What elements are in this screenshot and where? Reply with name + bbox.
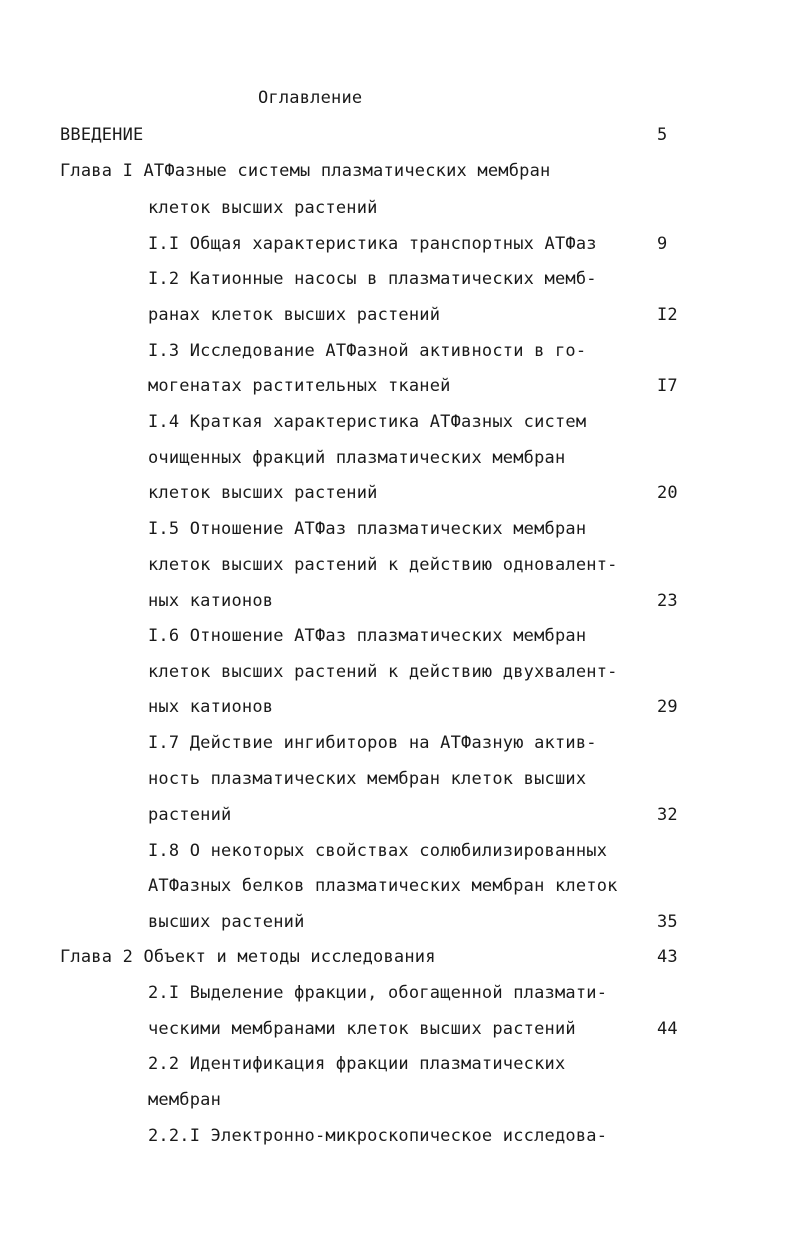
toc-entry-text: 2.2.I Электронно-микроскопическое исследова- bbox=[148, 1126, 608, 1146]
toc-entry-page: 23 bbox=[657, 591, 678, 611]
toc-entry-page: 20 bbox=[657, 483, 678, 503]
toc-entry-page: 5 bbox=[657, 125, 668, 145]
toc-entry-text: I.3 Исследование АТФазной активности в го- bbox=[148, 341, 587, 361]
toc-entry-text: очищенных фракций плазматических мембран bbox=[148, 448, 566, 468]
toc-entry-text: клеток высших растений bbox=[148, 198, 378, 218]
toc-entry-page: 9 bbox=[657, 234, 668, 254]
page-title: Оглавление bbox=[258, 88, 363, 108]
toc-entry-text: I.4 Краткая характеристика АТФазных систем bbox=[148, 412, 587, 432]
toc-entry-page: 35 bbox=[657, 912, 678, 932]
toc-entry-page: 44 bbox=[657, 1019, 678, 1039]
toc-entry-text: высших растений bbox=[148, 912, 305, 932]
toc-entry-text: ранах клеток высших растений bbox=[148, 305, 441, 325]
toc-entry-text: Глава I АТФазные системы плазматических мембран bbox=[60, 161, 551, 181]
toc-entry-text: ВВЕДЕНИЕ bbox=[60, 125, 144, 145]
toc-entry-text: ных катионов bbox=[148, 697, 274, 717]
toc-entry-text: клеток высших растений к действию двухвалент- bbox=[148, 662, 618, 682]
toc-entry-text: 2.2 Идентификация фракции плазматических bbox=[148, 1054, 566, 1074]
toc-entry-page: 43 bbox=[657, 947, 678, 967]
toc-entry-text: I.8 О некоторых свойствах солюбилизированных bbox=[148, 841, 608, 861]
toc-entry-text: I.I Общая характеристика транспортных АТФаз bbox=[148, 234, 597, 254]
toc-entry-text: I.5 Отношение АТФаз плазматических мембран bbox=[148, 519, 587, 539]
toc-entry-page: 29 bbox=[657, 697, 678, 717]
toc-entry-text: ных катионов bbox=[148, 591, 274, 611]
toc-entry-text: I.7 Действие ингибиторов на АТФазную актив- bbox=[148, 733, 597, 753]
toc-entry-page: I7 bbox=[657, 376, 678, 396]
toc-entry-text: клеток высших растений bbox=[148, 483, 378, 503]
toc-entry-page: I2 bbox=[657, 305, 678, 325]
toc-entry-text: ность плазматических мембран клеток высших bbox=[148, 769, 587, 789]
toc-entry-text: мембран bbox=[148, 1090, 222, 1110]
toc-entry-page: 32 bbox=[657, 805, 678, 825]
toc-entry-text: ческими мембранами клеток высших растений bbox=[148, 1019, 576, 1039]
toc-entry-text: Глава 2 Объект и методы исследования bbox=[60, 947, 436, 967]
toc-entry-text: АТФазных белков плазматических мембран клеток bbox=[148, 876, 618, 896]
toc-entry-text: клеток высших растений к действию одновалент- bbox=[148, 555, 618, 575]
toc-entry-text: 2.I Выделение фракции, обогащенной плазмати- bbox=[148, 983, 608, 1003]
toc-entry-text: I.2 Катионные насосы в плазматических мемб- bbox=[148, 269, 597, 289]
toc-entry-text: I.6 Отношение АТФаз плазматических мембран bbox=[148, 626, 587, 646]
toc-entry-text: растений bbox=[148, 805, 232, 825]
toc-entry-text: могенатах растительных тканей bbox=[148, 376, 451, 396]
